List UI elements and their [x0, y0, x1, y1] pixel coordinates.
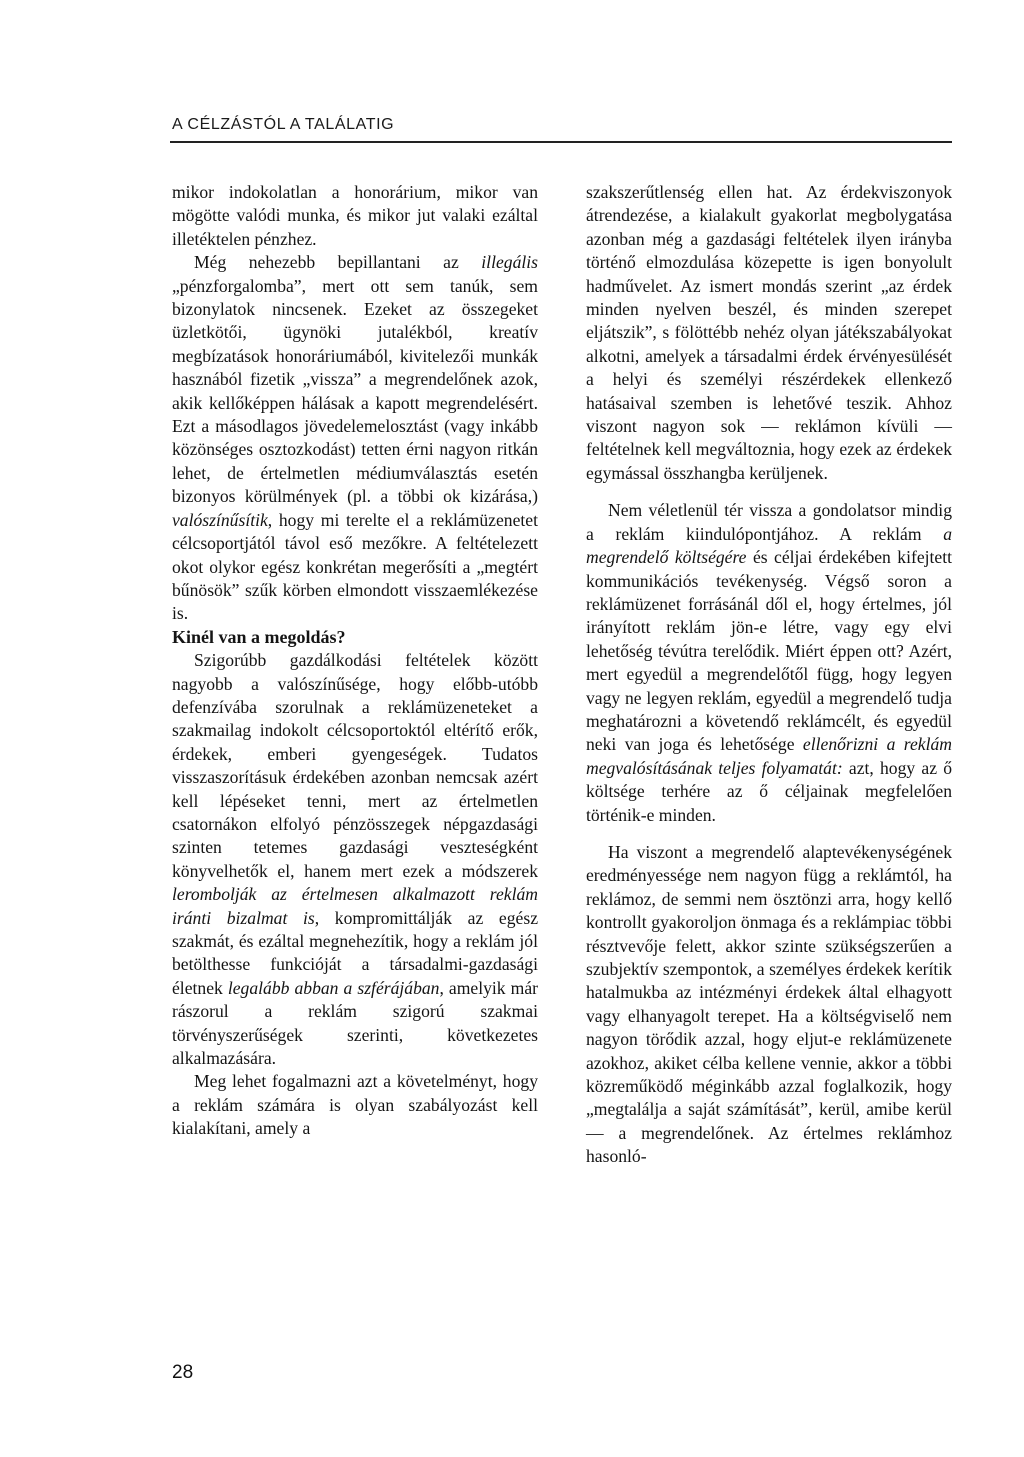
italic-run: ellenőrizni a reklám megvalósításának teljes folyamatát:: [586, 734, 952, 778]
section-heading: Kinél van a megoldás?: [172, 626, 346, 647]
italic-run: illegális: [481, 252, 538, 273]
running-head: A CÉLZÁSTÓL A TALÁLATIG: [172, 116, 395, 133]
paragraph: Ha viszont a megrendelő alaptevékenységének eredményessége nem nagyon függ a reklámtól, ha reklámoz, de semmi nem ösztönzi arra, hogy kellő kontrollt gyakoroljon önmaga és a reklámpiac többi résztvevője felett, akkor szinte szükségszerűen a szubjektív szempontok, a személyes érdekek kerítik hatalmukba az intézményi érdekek által elhagyott vagy elhanyagolt terepet. Ha a költségviselő nem nagyon törődik azzal, hogy eljut-e reklámüzenete azokhoz, akiket célba kellene vennie, akkor a többi közreműködő méginkább azzal foglalkozik, hogy „megtalálja a saját számítását”, kerül, amibe kerül — a megrendelőnek. Az értelmes reklámhoz hasonló-: [586, 841, 952, 1167]
paragraph: Meg lehet fogalmazni azt a követelményt, hogy a reklám számára is olyan szabályozást kell kialakítani, amely a: [172, 1071, 538, 1139]
right-column: [586, 181, 952, 1169]
paragraph-continued: szakszerűtlenség ellen hat. Az érdekviszonyok átrendezése, a kialakult gyakorlat megbolygatása azonban még a gazdasági feltételek ilyen irányba történő elmozdulása közepette is igen bonyolult hadművelet. Az ismert mondás szerint „az érdek minden nyelven beszél, és minden szerepet eljátszik”, s fölöttébb nehéz olyan játékszabályokat alkotni, amelyek a társadalmi érdek érvényesülését a helyi és személyi részérdekek ellenkező hatásaival szemben is lehetővé teszik. Ahhoz viszont nagyon sok — reklámon kívüli — feltételnek kell megváltoznia, hogy ezek az érdekek egymással összhangba kerüljenek.: [586, 182, 952, 483]
text-run: Nem véletlenül tér vissza a gondolatsor mindig a reklám kiindulópontjához. A reklám: [586, 500, 952, 544]
paragraph: [586, 499, 952, 827]
left-column: [172, 181, 538, 1141]
text-run: , hogy mi terelte el a reklámüzenetet célcsoportjától távol eső mezőkre. A feltételezett okot olykor egész konkrétan megerősíti a „megtért bűnösök” szűk körben elmondott visszaemlékezése is.: [172, 509, 538, 624]
italic-run: lerombolják az értelmesen alkalmazott reklám iránti bizalmat is: [172, 884, 538, 928]
page-number: 28: [172, 1362, 194, 1383]
paragraph: [172, 649, 538, 1070]
text-run: azt, hogy az ő költsége terhére az ő céljainak megfelelően történik-e minden.: [586, 757, 952, 825]
paragraph-continued: mikor indokolatlan a honorárium, mikor van mögötte valódi munka, és mikor jut valaki ezáltal illetéktelen pénzhez.: [172, 182, 538, 249]
text-run: , amelyik már rászorul a reklám szigorú szakmai törvényszerűségek szerinti, következetes alkalmazására.: [172, 977, 538, 1069]
italic-run: valószínűsítik: [172, 509, 268, 530]
paragraph: [172, 251, 538, 626]
header-rule: [170, 141, 952, 143]
text-run: Szigorúbb gazdálkodási feltételek között nagyobb a valószínűsége, hogy előbb-utóbb defenzívába szorulnak a reklámüzeneteket a szakmailag indokolt célcsoportoktól eltérítő erők, érdekek, emberi gyengeségek. Tudatos visszaszorításuk érdekében azonban nemcsak azért kell lépéseket tenni, mert az értelmetlen csatornákon elfolyó pénzösszegek népgazdasági szinten tetemes gazdasági veszteségként könyvelhetők el, hanem mert ezek a módszerek: [172, 650, 538, 881]
text-run: „pénzforgalomba”, mert ott sem tanúk, sem bizonylatok nincsenek. Ezeket az összegeket üzletkötői, ügynöki jutalékból, kreatív megbízatások honoráriumából, kivitelezői munkák hasznából fizetik „vissza” a megrendelőnek azok, akik kellőképpen hálásak a kapott megrendelésért. Ezt a másodlagos jövedelemelosztást (vagy inkább közönséges osztozkodást) tetten érni nagyon ritkán lehet, de értelmetlen médiumválasztás esetén bizonyos körülmények (pl. a többi ok kizárása,): [172, 275, 538, 507]
text-run: Még nehezebb bepillantani az: [194, 252, 482, 273]
italic-run: legalább abban a szférájában: [227, 977, 440, 998]
text-run: és céljai érdekében kifejtett kommunikációs tevékenység. Végső soron a reklámüzenet forrásánál dől el, hogy értelmes, jól irányított reklám jön-e létre, vagy egy elvi lehetőség tévútra terelődik. Miért éppen ott? Azért, mert egyedül a megrendelőtől függ, hogy legyen vagy ne legyen reklám, egyedül a megrendelő tudja meghatározni a követendő reklámcélt, és egyedül neki van joga és lehetősége: [586, 547, 952, 755]
italic-run: a megrendelő költségére: [586, 523, 952, 568]
text-run: , kompromittálják az egész szakmát, és ezáltal megnehezítik, hogy a reklám jól betölthesse funkcióját a társadalmi-gazdasági életnek: [172, 907, 539, 998]
